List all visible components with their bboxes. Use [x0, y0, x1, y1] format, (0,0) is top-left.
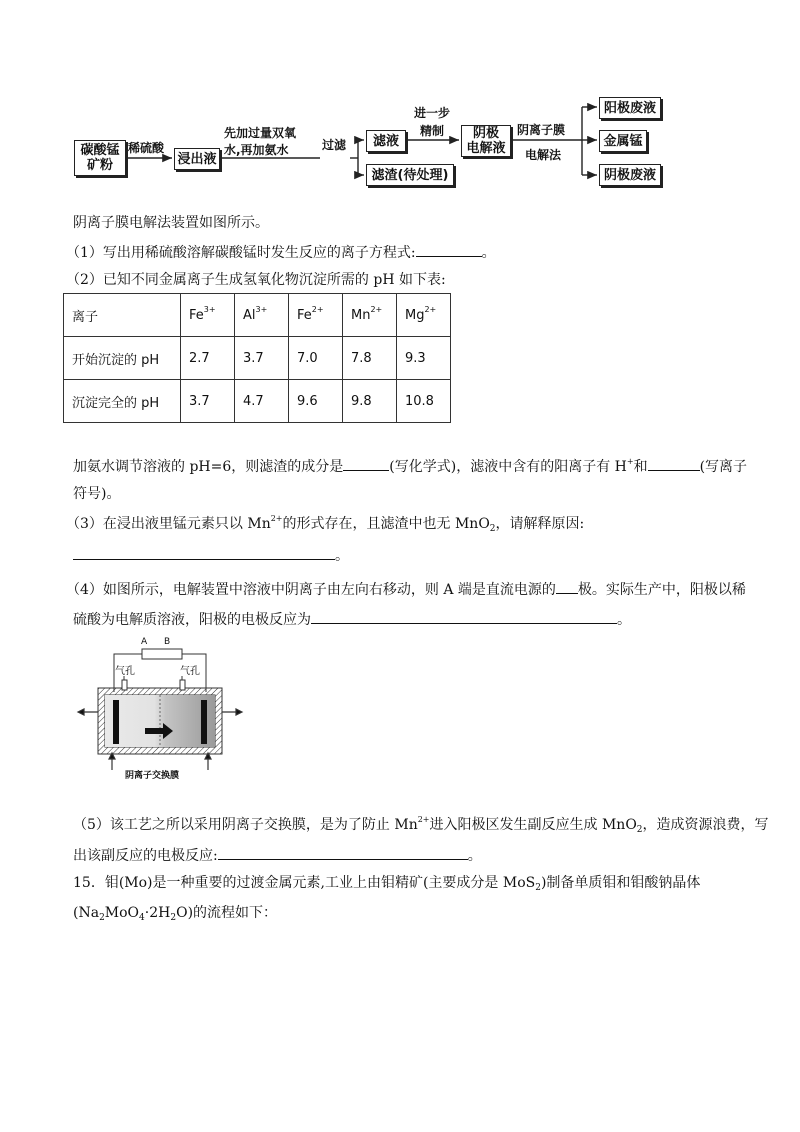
table-header-cell: $Mn^{2+}$ — [343, 294, 397, 337]
row-label: 沉淀完全的 pH — [64, 380, 181, 423]
question-4-line2: 硫酸为电解质溶液，阳极的电极反应为 。 — [73, 608, 631, 630]
table-cell: 7.0 — [289, 337, 343, 380]
answer-blank[interactable] — [556, 578, 578, 594]
question-2: （2）已知不同金属离子生成氢氧化物沉淀所需的 pH 如下表: — [66, 272, 446, 288]
filter-label: 过滤 — [322, 138, 347, 152]
catholyte-label: 阴极 电解液 — [466, 126, 506, 156]
method-label-1: 阴离子膜 — [517, 123, 566, 137]
cathode-waste-label: 阴极废液 — [603, 167, 656, 183]
table-cell: 4.7 — [235, 380, 289, 423]
method-label-2: 电解法 — [525, 148, 562, 162]
question-3: （3）在浸出液里锰元素只以 $Mn^{2+}$的形式存在，且滤渣中也无 MnO$_2$，请解释原因: — [66, 514, 585, 534]
answer-blank[interactable] — [648, 455, 700, 471]
ore-label: 碳酸锰矿粉 — [80, 143, 120, 173]
leachate-label: 浸出液 — [177, 151, 217, 167]
refine-label-1: 进一步 — [414, 106, 451, 120]
flow-arrows — [0, 0, 800, 200]
ph-table — [63, 293, 451, 423]
electrolysis-apparatus — [70, 632, 250, 782]
question-1-text: （1）写出用稀硫酸溶解碳酸锰时发生反应的离子方程式: — [66, 245, 416, 261]
table-row — [64, 380, 451, 423]
vent-left-label: 气孔 — [115, 666, 135, 677]
table-cell: 9.8 — [343, 380, 397, 423]
table-header-cell: $Fe^{3+}$ — [181, 294, 235, 337]
filtrate-label: 滤液 — [372, 133, 399, 149]
table-cell: 3.7 — [181, 380, 235, 423]
answer-blank[interactable] — [73, 544, 335, 560]
row-label: 开始沉淀的 pH — [64, 337, 181, 380]
table-header-cell: $Al^{3+}$ — [235, 294, 289, 337]
refine-label-2: 精制 — [420, 124, 445, 138]
terminal-b-label: B — [164, 637, 171, 647]
terminal-a-label: A — [141, 637, 148, 647]
question-2b-line2: 符号)。 — [73, 486, 121, 502]
vent-right-label: 气孔 — [180, 666, 200, 677]
leach-acid-label: 稀硫酸 — [128, 141, 165, 155]
question-3-answer-line: 。 — [73, 544, 349, 566]
table-header-cell: $Mg^{2+}$ — [397, 294, 451, 337]
oxidize-label-1: 先加过量双氧 — [224, 126, 297, 140]
intro-text: 阴离子膜电解法装置如图所示。 — [73, 215, 269, 231]
question-2b-line1: 加氨水调节溶液的 pH=6，则滤渣的成分是 (写化学式)，滤液中含有的阳离子有 H+和 (写离子 — [73, 457, 748, 475]
question-15-line2: $(Na_2MoO_4\cdot 2H_2O)$的流程如下： — [73, 905, 278, 923]
table-row — [64, 337, 451, 380]
table-header-label: 离子 — [64, 294, 181, 337]
table-header-cell: $Fe^{2+}$ — [289, 294, 343, 337]
metal-mn-label: 金属锰 — [603, 133, 643, 149]
residue-label: 滤渣(待处理) — [371, 167, 449, 183]
question-4-line1: （4）如图所示，电解装置中溶液中阴离子由左向右移动，则 A 端是直流电源的 极。实际生产中，阳极以稀 — [66, 578, 746, 600]
oxidize-label-2: 水,再加氨水 — [224, 143, 289, 157]
question-5-line1: （5）该工艺之所以采用阴离子交换膜，是为了防止 $Mn^{2+}$进入阳极区发生副反应生成 MnO$_2$，造成资源浪费，写 — [73, 815, 769, 835]
table-cell: 3.7 — [235, 337, 289, 380]
question-1: （1）写出用稀硫酸溶解碳酸锰时发生反应的离子方程式: 。 — [66, 241, 496, 263]
table-cell: 7.8 — [343, 337, 397, 380]
apparatus-drawing — [70, 632, 250, 782]
question-5-line2: 出该副反应的电极反应: 。 — [73, 844, 482, 866]
answer-blank[interactable] — [311, 608, 617, 624]
table-cell: 9.6 — [289, 380, 343, 423]
question-15-line1: 15．钼(Mo)是一种重要的过渡金属元素,工业上由钼精矿(主要成分是 MoS$_2$)制备单质钼和钼酸钠晶体 — [73, 875, 701, 893]
answer-blank[interactable] — [416, 241, 482, 257]
anode-waste-label: 阳极废液 — [603, 100, 656, 116]
table-header-row — [64, 294, 451, 337]
table-cell: 10.8 — [397, 380, 451, 423]
answer-blank[interactable] — [218, 844, 468, 860]
membrane-label: 阴离子交换膜 — [125, 771, 180, 781]
table-cell: 2.7 — [181, 337, 235, 380]
table-cell: 9.3 — [397, 337, 451, 380]
answer-blank[interactable] — [343, 455, 389, 471]
